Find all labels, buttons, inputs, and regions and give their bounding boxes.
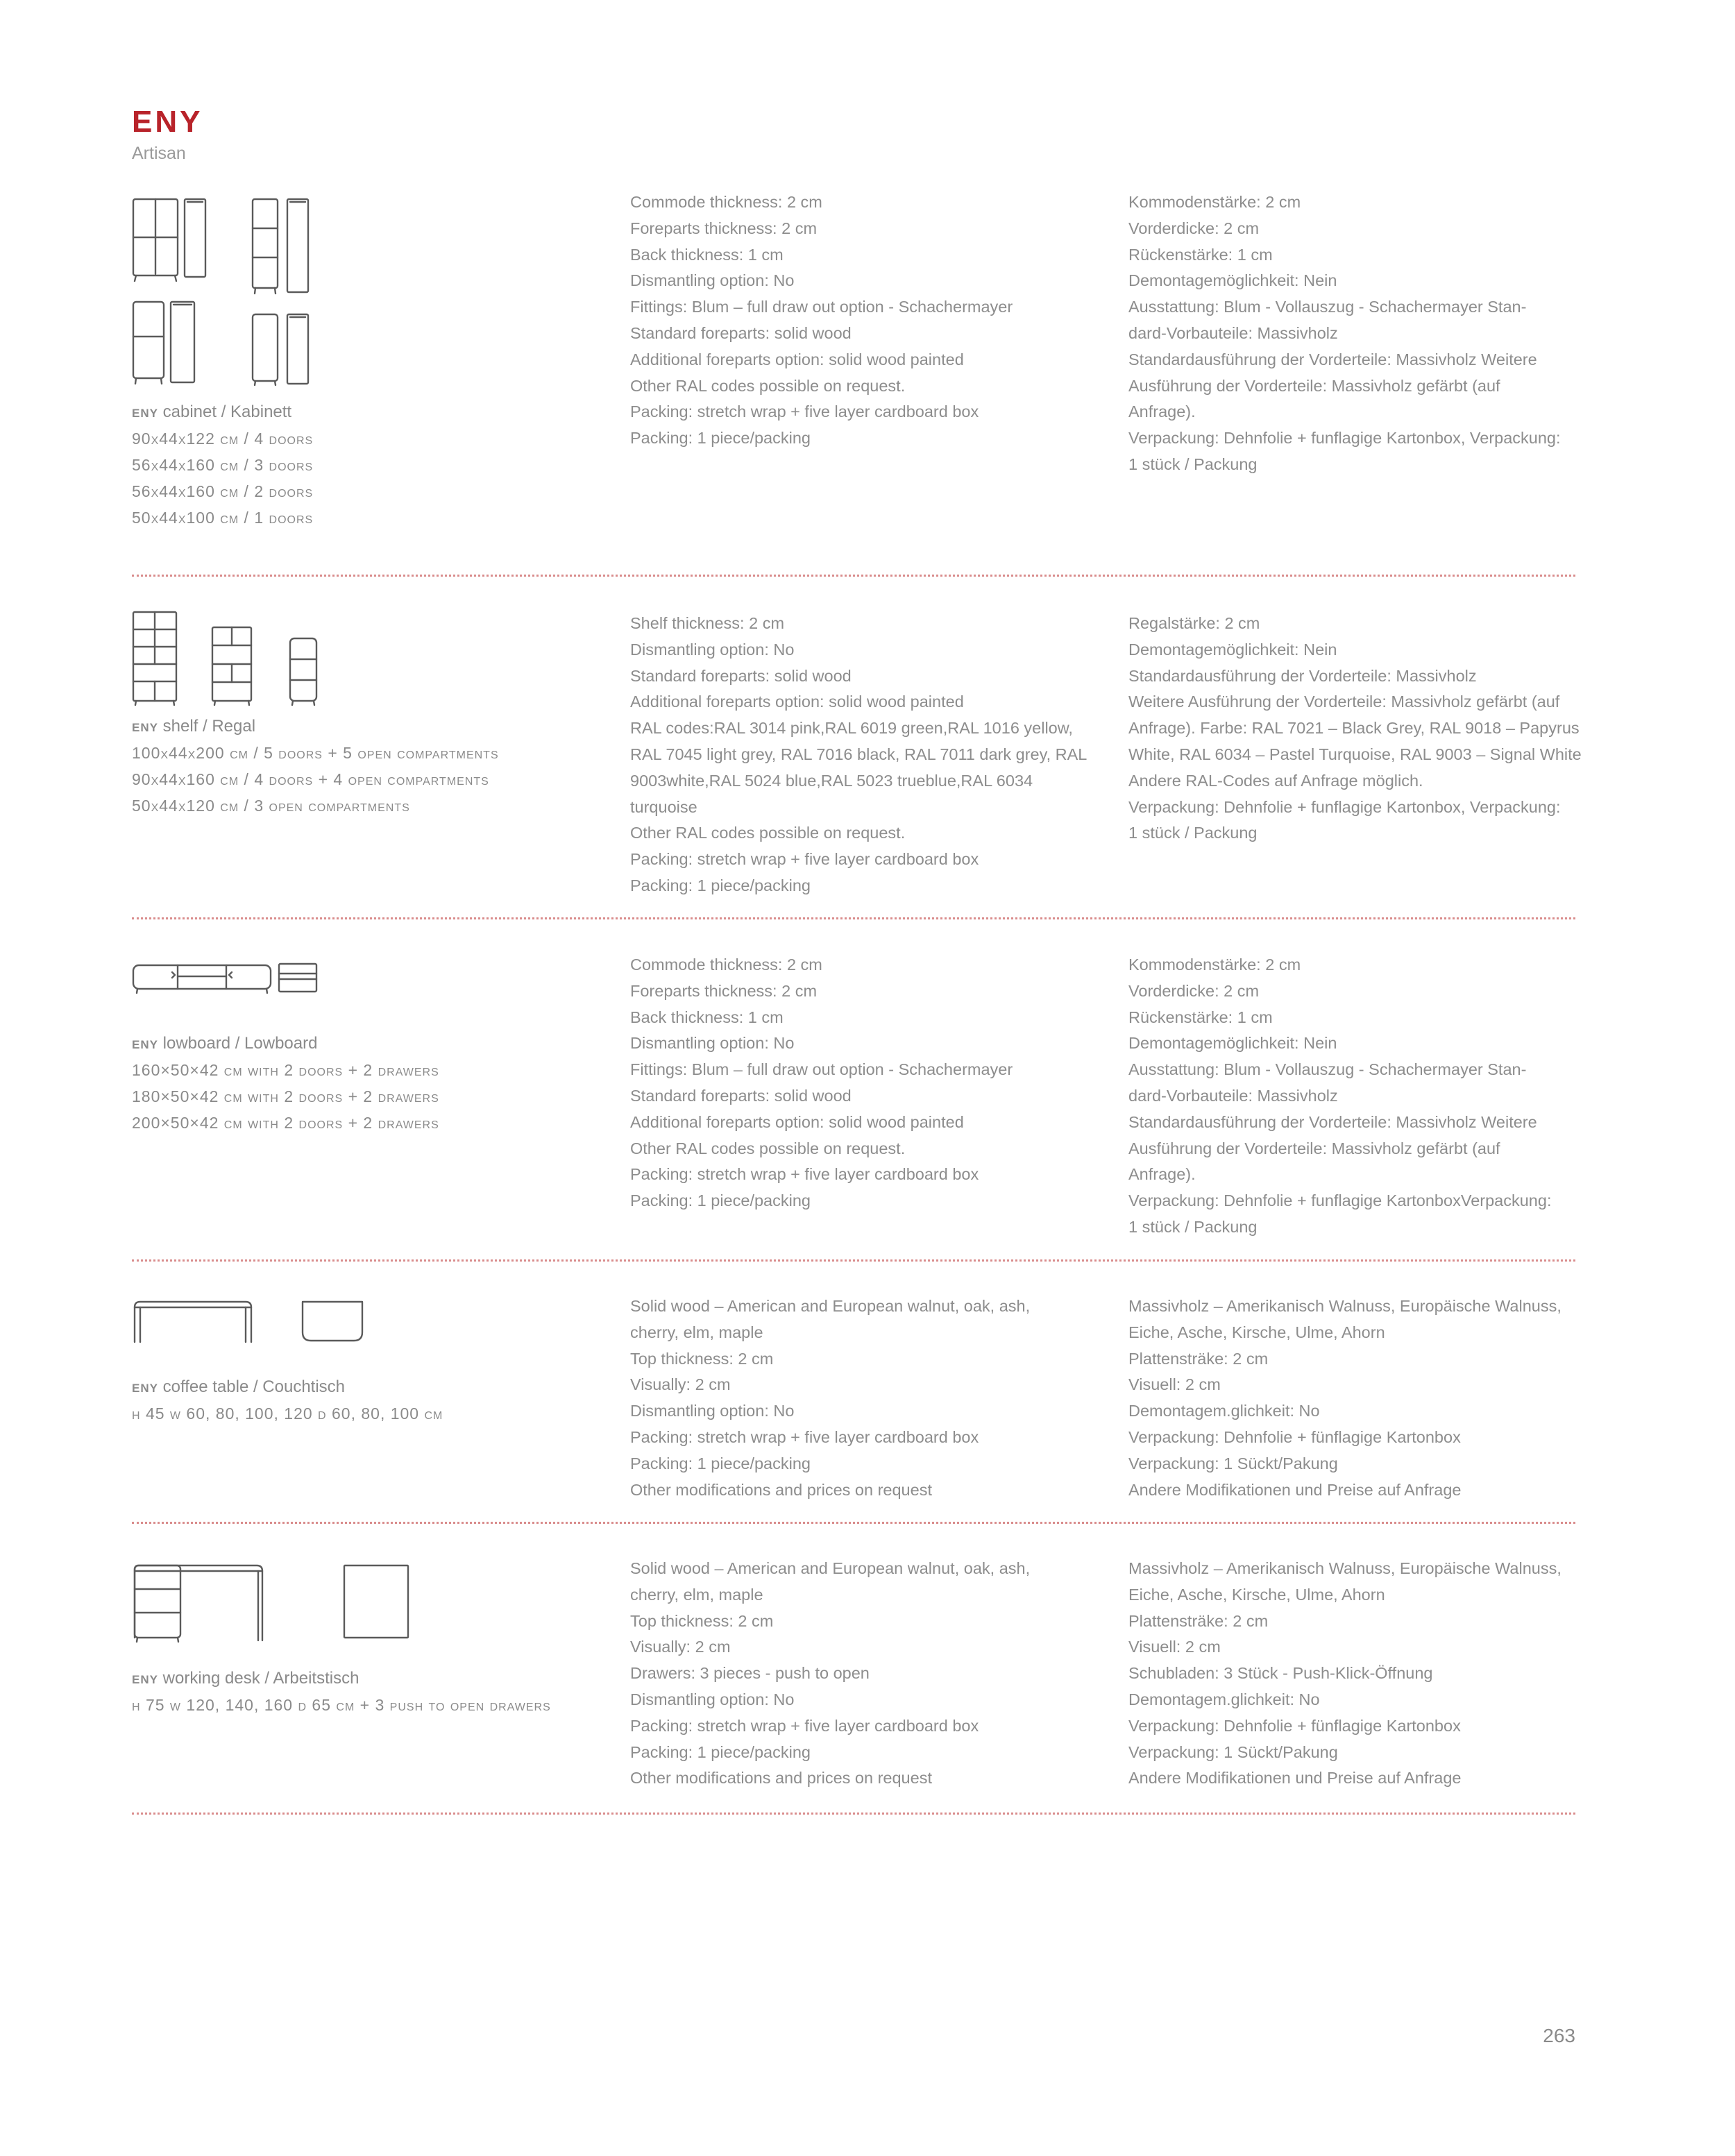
spec-line: Commode thickness: 2 cm — [630, 193, 822, 211]
spec-line: Visually: 2 cm — [630, 1375, 731, 1394]
spec-line: Standardausführung der Vorderteile: Massivholz Weitere — [1128, 1112, 1537, 1131]
spec-line: cherry, elm, maple — [630, 1585, 763, 1604]
spec-line: Packing: 1 piece/packing — [630, 429, 811, 448]
spec-line: Drawers: 3 pieces - push to open — [630, 1664, 870, 1683]
brand-header — [132, 104, 203, 165]
section-divider — [132, 575, 1575, 577]
spec-line: Ausstattung: Blum - Vollauszug - Schachermayer Stan- — [1128, 1060, 1527, 1079]
spec-line: Verpackung: 1 Sückt/Pakung — [1128, 1742, 1338, 1761]
cabinet-specs-en — [630, 189, 1088, 452]
caption-dim: 100x44x200 cm / 5 doors + 5 open compartments — [132, 744, 499, 762]
spec-line: Commode thickness: 2 cm — [630, 956, 822, 974]
spec-line: Other RAL codes possible on request. — [630, 1139, 906, 1157]
spec-line: Ausstattung: Blum - Vollauszug - Schachermayer Stan- — [1128, 298, 1527, 316]
spec-line: Packing: 1 piece/packing — [630, 1191, 811, 1210]
caption-title: working desk / Arbeitstisch — [162, 1669, 359, 1688]
spec-line: Andere Modifikationen und Preise auf Anfrage — [1128, 1769, 1462, 1788]
spec-line: Packing: stretch wrap + five layer cardboard box — [630, 850, 979, 869]
caption-dim: 50x44x120 cm / 3 open compartments — [132, 797, 410, 815]
page-number: 263 — [1543, 2025, 1575, 2046]
caption-dim: 56x44x160 cm / 2 doors — [132, 482, 314, 500]
spec-line: Demontagem.glichkeit: No — [1128, 1402, 1320, 1420]
spec-line: Back thickness: 1 cm — [630, 245, 784, 264]
caption-brand: eny — [132, 1377, 158, 1396]
caption-dim: 90x44x160 cm / 4 doors + 4 open compartments — [132, 770, 489, 788]
spec-line: 9003white,RAL 5024 blue,RAL 5023 trueblue,RAL 6034 — [630, 771, 1033, 790]
caption-dim: h 45 w 60, 80, 100, 120 d 60, 80, 100 cm — [132, 1404, 443, 1423]
caption-title: cabinet / Kabinett — [162, 402, 292, 421]
caption-brand: eny — [132, 717, 158, 736]
spec-line: Weitere Ausführung der Vorderteile: Massivholz gefärbt (auf — [1128, 693, 1560, 711]
coffee-table-illustration — [132, 1298, 618, 1346]
caption-dim: h 75 w 120, 140, 160 d 65 cm + 3 push to open drawers — [132, 1696, 551, 1714]
spec-line: Other RAL codes possible on request. — [630, 376, 906, 395]
spec-line: Andere RAL-Codes auf Anfrage möglich. — [1128, 771, 1423, 790]
lowboard-caption — [132, 1030, 645, 1136]
spec-line: Ausführung der Vorderteile: Massivholz gefärbt (auf — [1128, 376, 1500, 395]
spec-line: Other modifications and prices on request — [630, 1480, 932, 1499]
spec-line: Verpackung: Dehnfolie + funflagige Kartonbox, Verpackung: — [1128, 797, 1561, 816]
spec-line: Standardausführung der Vorderteile: Massivholz Weitere — [1128, 350, 1537, 368]
spec-line: Kommodenstärke: 2 cm — [1128, 956, 1301, 974]
spec-line: Dismantling option: No — [630, 271, 795, 290]
spec-line: Eiche, Asche, Kirsche, Ulme, Ahorn — [1128, 1585, 1385, 1604]
caption-dim: 90x44x122 cm / 4 doors — [132, 430, 314, 448]
spec-line: Standard foreparts: solid wood — [630, 1086, 852, 1105]
spec-line: Ausführung der Vorderteile: Massivholz gefärbt (auf — [1128, 1139, 1500, 1157]
spec-line: Other RAL codes possible on request. — [630, 824, 906, 842]
spec-line: Plattensträke: 2 cm — [1128, 1611, 1269, 1630]
spec-line: Dismantling option: No — [630, 640, 795, 659]
brand-title: ENY — [132, 105, 203, 139]
spec-line: Standardausführung der Vorderteile: Massivholz — [1128, 666, 1477, 685]
spec-line: Plattensträke: 2 cm — [1128, 1349, 1269, 1368]
spec-line: Foreparts thickness: 2 cm — [630, 981, 818, 1000]
cabinet-specs-de — [1128, 189, 1586, 478]
spec-line: Kommodenstärke: 2 cm — [1128, 193, 1301, 211]
spec-line: Anfrage). — [1128, 1165, 1196, 1184]
spec-line: Verpackung: Dehnfolie + fünflagige Kartonbox — [1128, 1716, 1461, 1735]
section-divider — [132, 1259, 1575, 1262]
spec-line: Additional foreparts option: solid wood painted — [630, 350, 964, 368]
spec-line: turquoise — [630, 797, 697, 816]
caption-dim: 56x44x160 cm / 3 doors — [132, 456, 314, 474]
spec-line: Additional foreparts option: solid wood painted — [630, 693, 964, 711]
spec-line: Anfrage). — [1128, 402, 1196, 421]
spec-line: cherry, elm, maple — [630, 1323, 763, 1341]
caption-title: coffee table / Couchtisch — [162, 1377, 346, 1396]
spec-line: Visuell: 2 cm — [1128, 1638, 1221, 1656]
cabinet-illustration — [132, 198, 618, 389]
caption-brand: eny — [132, 1034, 158, 1053]
spec-line: Solid wood – American and European walnut, oak, ash, — [630, 1297, 1031, 1315]
shelf-specs-de — [1128, 611, 1586, 847]
coffee-table-specs-de — [1128, 1293, 1586, 1503]
spec-line: Other modifications and prices on request — [630, 1769, 932, 1788]
spec-line: Back thickness: 1 cm — [630, 1008, 784, 1026]
shelf-caption — [132, 713, 645, 819]
working-desk-specs-de — [1128, 1556, 1586, 1792]
spec-line: Verpackung: Dehnfolie + funflagige KartonboxVerpackung: — [1128, 1191, 1552, 1210]
spec-line: dard-Vorbauteile: Massivholz — [1128, 323, 1338, 342]
spec-line: Packing: stretch wrap + five layer cardboard box — [630, 1427, 979, 1446]
spec-line: Verpackung: Dehnfolie + fünflagige Kartonbox — [1128, 1427, 1461, 1446]
spec-line: Dismantling option: No — [630, 1690, 795, 1708]
shelf-specs-en — [630, 611, 1088, 899]
spec-line: Dismantling option: No — [630, 1402, 795, 1420]
section-divider — [132, 917, 1575, 919]
coffee-table-caption — [132, 1374, 645, 1427]
spec-line: RAL codes:RAL 3014 pink,RAL 6019 green,RAL 1016 yellow, — [630, 719, 1073, 738]
spec-line: White, RAL 6034 – Pastel Turquoise, RAL 9003 – Signal White — [1128, 745, 1582, 763]
spec-line: Andere Modifikationen und Preise auf Anfrage — [1128, 1480, 1462, 1499]
spec-line: Regalstärke: 2 cm — [1128, 614, 1260, 632]
spec-line: Verpackung: Dehnfolie + funflagige Kartonbox, Verpackung: — [1128, 429, 1561, 448]
spec-line: Packing: stretch wrap + five layer cardboard box — [630, 1165, 979, 1184]
lowboard-specs-en — [630, 952, 1088, 1214]
spec-line: Massivholz – Amerikanisch Walnuss, Europäische Walnuss, — [1128, 1297, 1562, 1315]
shelf-illustration — [132, 611, 618, 708]
section-divider — [132, 1522, 1575, 1524]
spec-line: RAL 7045 light grey, RAL 7016 black, RAL 7011 dark grey, RAL — [630, 745, 1087, 763]
working-desk-illustration — [132, 1563, 618, 1646]
spec-line: Packing: 1 piece/packing — [630, 1742, 811, 1761]
caption-title: lowboard / Lowboard — [162, 1034, 318, 1053]
spec-line: Visuell: 2 cm — [1128, 1375, 1221, 1394]
caption-dim: 160×50×42 cm with 2 doors + 2 drawers — [132, 1061, 439, 1079]
caption-title: shelf / Regal — [162, 717, 256, 736]
spec-line: Foreparts thickness: 2 cm — [630, 219, 818, 237]
spec-line: Verpackung: 1 Sückt/Pakung — [1128, 1454, 1338, 1472]
working-desk-caption — [132, 1665, 645, 1718]
lowboard-illustration — [132, 961, 618, 1003]
spec-line: Vorderdicke: 2 cm — [1128, 981, 1260, 1000]
caption-brand: eny — [132, 1669, 158, 1688]
spec-line: Top thickness: 2 cm — [630, 1349, 774, 1368]
caption-brand: eny — [132, 402, 158, 421]
spec-line: 1 stück / Packung — [1128, 455, 1258, 473]
spec-line: Shelf thickness: 2 cm — [630, 614, 785, 632]
spec-line: Demontagemöglichkeit: Nein — [1128, 1034, 1337, 1053]
spec-line: Visually: 2 cm — [630, 1638, 731, 1656]
spec-line: 1 stück / Packung — [1128, 824, 1258, 842]
spec-line: Standard foreparts: solid wood — [630, 323, 852, 342]
spec-line: Anfrage). Farbe: RAL 7021 – Black Grey, RAL 9018 – Papyrus — [1128, 719, 1580, 738]
caption-dim: 200×50×42 cm with 2 doors + 2 drawers — [132, 1114, 439, 1132]
cabinet-caption — [132, 399, 645, 531]
spec-line: Solid wood – American and European walnut, oak, ash, — [630, 1559, 1031, 1577]
brand-subtitle: Artisan — [132, 144, 186, 163]
spec-line: Demontagemöglichkeit: Nein — [1128, 640, 1337, 659]
spec-line: Standard foreparts: solid wood — [630, 666, 852, 685]
spec-line: Vorderdicke: 2 cm — [1128, 219, 1260, 237]
spec-line: Dismantling option: No — [630, 1034, 795, 1053]
spec-line: Demontagem.glichkeit: No — [1128, 1690, 1320, 1708]
spec-line: Fittings: Blum – full draw out option - Schachermayer — [630, 1060, 1013, 1079]
working-desk-specs-en — [630, 1556, 1088, 1792]
spec-line: Additional foreparts option: solid wood painted — [630, 1112, 964, 1131]
spec-line: Massivholz – Amerikanisch Walnuss, Europäische Walnuss, — [1128, 1559, 1562, 1577]
spec-line: Schubladen: 3 Stück - Push-Klick-Öffnung — [1128, 1664, 1433, 1683]
spec-line: Rückenstärke: 1 cm — [1128, 1008, 1273, 1026]
caption-dim: 50x44x100 cm / 1 doors — [132, 509, 314, 527]
spec-line: Top thickness: 2 cm — [630, 1611, 774, 1630]
caption-dim: 180×50×42 cm with 2 doors + 2 drawers — [132, 1087, 439, 1105]
spec-line: 1 stück / Packung — [1128, 1217, 1258, 1236]
coffee-table-specs-en — [630, 1293, 1088, 1503]
spec-line: dard-Vorbauteile: Massivholz — [1128, 1086, 1338, 1105]
lowboard-specs-de — [1128, 952, 1586, 1241]
spec-line: Eiche, Asche, Kirsche, Ulme, Ahorn — [1128, 1323, 1385, 1341]
spec-line: Fittings: Blum – full draw out option - Schachermayer — [630, 298, 1013, 316]
spec-line: Packing: 1 piece/packing — [630, 876, 811, 894]
section-divider — [132, 1813, 1575, 1815]
spec-line: Packing: stretch wrap + five layer cardboard box — [630, 1716, 979, 1735]
spec-line: Packing: 1 piece/packing — [630, 1454, 811, 1472]
spec-line: Rückenstärke: 1 cm — [1128, 245, 1273, 264]
spec-line: Packing: stretch wrap + five layer cardboard box — [630, 402, 979, 421]
spec-line: Demontagemöglichkeit: Nein — [1128, 271, 1337, 290]
